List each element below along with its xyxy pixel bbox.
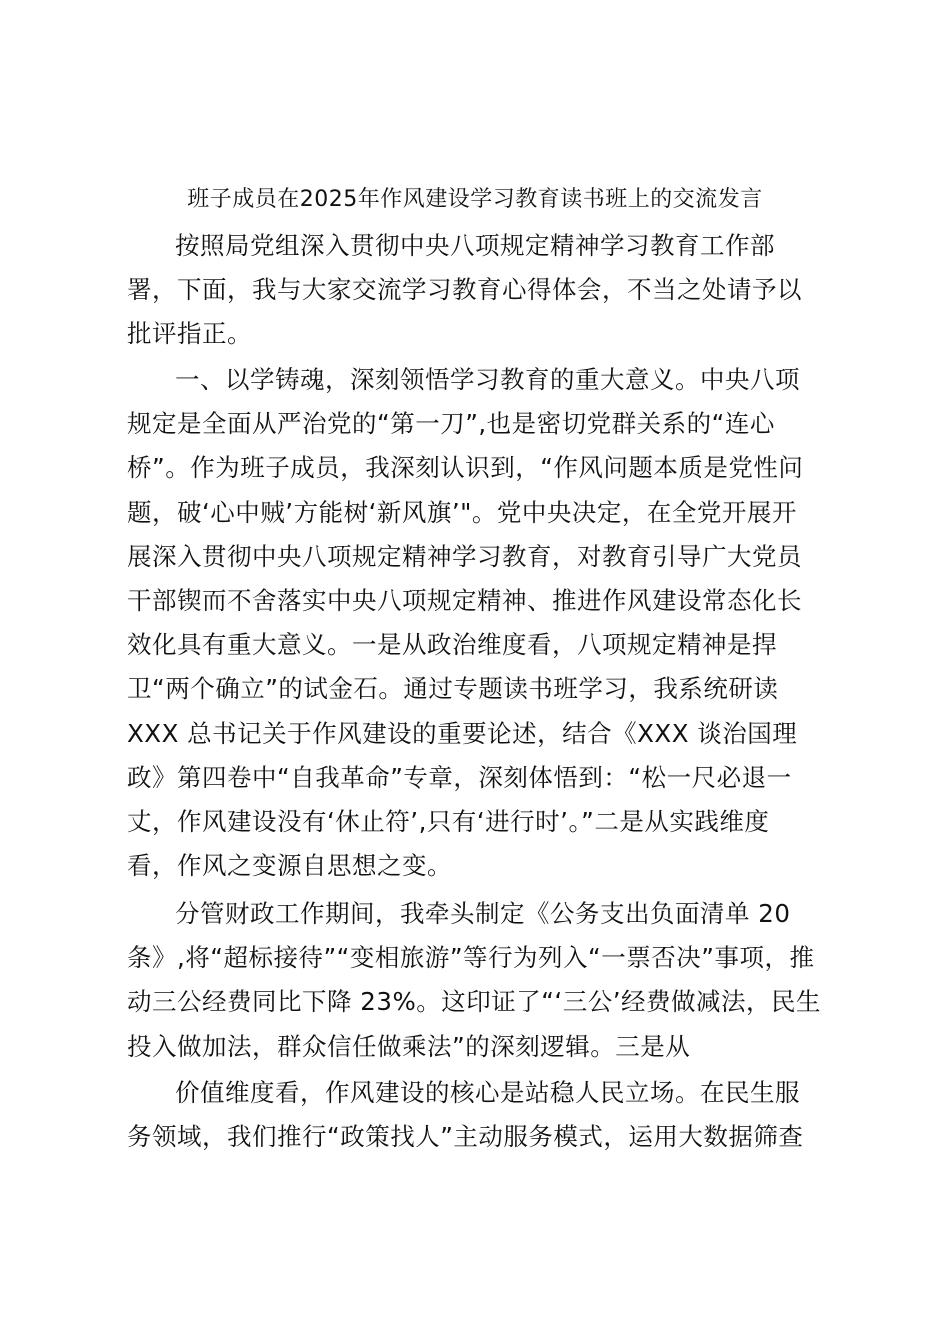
text-line: 批评指正。	[127, 319, 252, 349]
text-line: XXX 总书记关于作风建设的重要论述，结合《XXX 谈治国理	[127, 718, 798, 748]
text-line: 按照局党组深入贯彻中央八项规定精神学习教育工作部	[175, 231, 775, 260]
text-line: 投入做加法，群众信任做乘法”的深刻逻辑。三是从	[127, 1031, 691, 1061]
text-line: 卫“两个确立”的试金石。通过专题读书班学习，我系统研读	[127, 674, 779, 704]
text-line: 丈，作风建设没有‘休止符’,只有‘进行时’。”二是从实践维度	[127, 806, 770, 836]
text-line: 价值维度看，作风建设的核心是站稳人民立场。在民生服	[175, 1078, 800, 1107]
text-line: 动三公经费同比下降 23%。这印证了“‘三公’经费做减法，民生	[127, 987, 822, 1017]
text-line: 条》,将“超标接待”“变相旅游”等行为列入“一票否决”事项，推	[127, 943, 815, 973]
text-line: 干部锲而不舍落实中央八项规定精神、推进作风建设常态化长	[127, 585, 802, 615]
paragraph-value	[127, 1071, 847, 1159]
text-line: 展深入贯彻中央八项规定精神学习教育，对教育引导广大党员	[127, 541, 802, 571]
text-line: 规定是全面从严治党的“第一刀”,也是密切党群关系的“连心	[127, 409, 775, 439]
text-line: 桥”。作为班子成员，我深刻认识到，“作风问题本质是党性问	[127, 453, 804, 483]
paragraph-section-one	[127, 358, 847, 888]
document-title: 班子成员在2025年作风建设学习教育读书班上的交流发言	[187, 187, 763, 212]
text-line: 效化具有重大意义。一是从政治维度看，八项规定精神是捍	[127, 630, 777, 660]
paragraph-intro	[127, 224, 847, 357]
text-line: 看，作风之变源自思想之变。	[127, 851, 452, 881]
text-line: 分管财政工作期间，我牵头制定《公务支出负面清单 20	[175, 899, 791, 928]
text-line: 政》第四卷中“自我革命”专章，深刻体悟到：“松一尺必退一	[127, 762, 792, 792]
paragraph-finance	[127, 892, 847, 1069]
text-line: 务领域，我们推行“政策找人”主动服务模式，运用大数据筛查	[127, 1122, 804, 1152]
text-line: 署，下面，我与大家交流学习教育心得体会，不当之处请予以	[127, 275, 802, 305]
text-line: 一、以学铸魂，深刻领悟学习教育的重大意义。中央八项	[175, 365, 800, 394]
text-line: 题，破‘心中贼’方能树‘新风旗’"。党中央决定，在全党开展开	[127, 497, 797, 527]
